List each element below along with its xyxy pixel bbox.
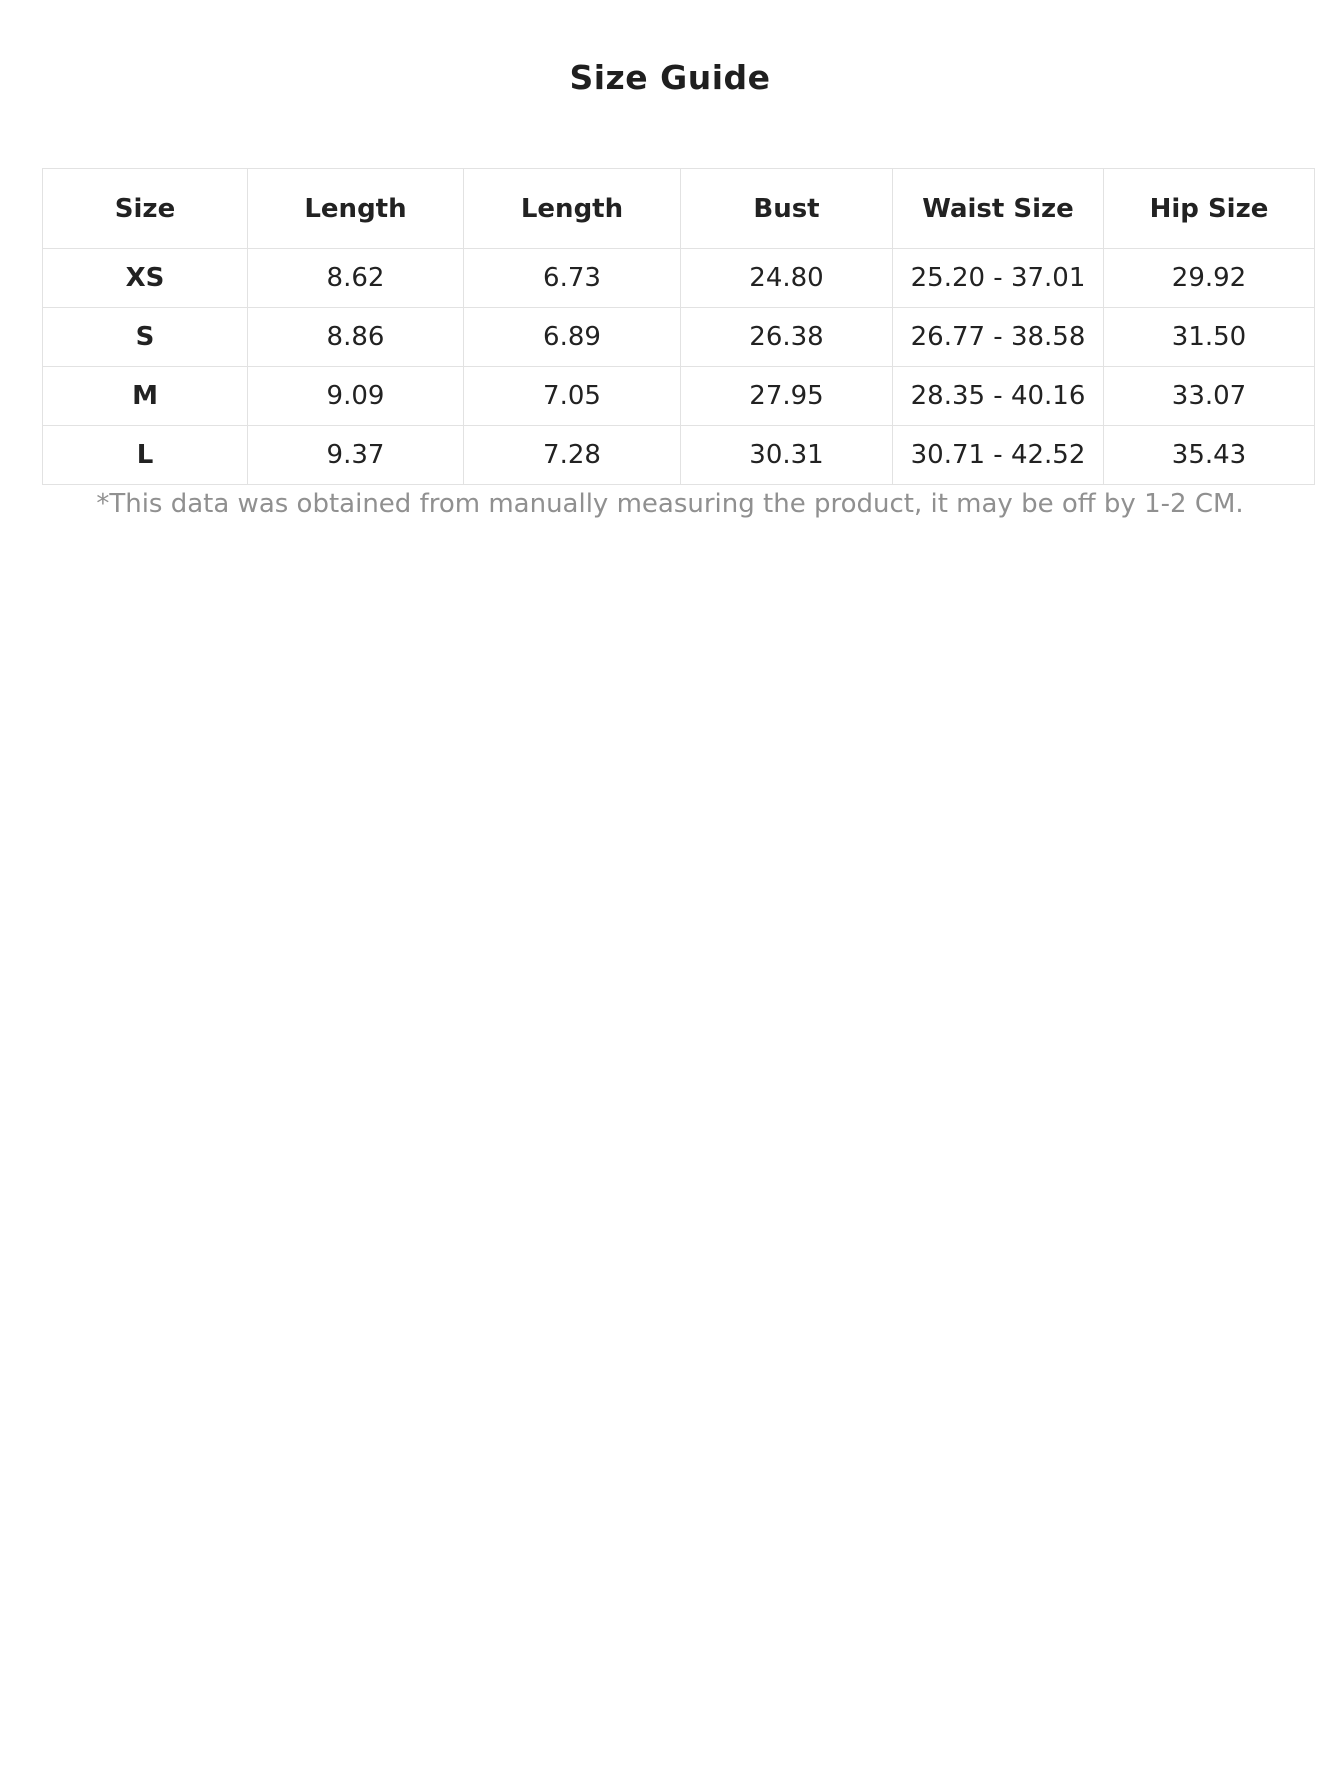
waist-size-cell: 26.77 - 38.58 — [893, 308, 1104, 367]
column-header-length-2: Length — [464, 169, 681, 249]
size-cell: L — [43, 426, 248, 485]
size-cell: XS — [43, 249, 248, 308]
bust-cell: 24.80 — [681, 249, 893, 308]
column-header-size: Size — [43, 169, 248, 249]
bust-cell: 27.95 — [681, 367, 893, 426]
size-guide-table — [42, 168, 1315, 485]
bust-cell: 30.31 — [681, 426, 893, 485]
table-row-l — [43, 426, 1315, 485]
waist-size-cell: 25.20 - 37.01 — [893, 249, 1104, 308]
length-cell: 9.09 — [248, 367, 464, 426]
table-header-row — [43, 169, 1315, 249]
bust-cell: 26.38 — [681, 308, 893, 367]
column-header-length-1: Length — [248, 169, 464, 249]
column-header-hip-size: Hip Size — [1104, 169, 1315, 249]
length-cell: 7.05 — [464, 367, 681, 426]
size-cell: M — [43, 367, 248, 426]
column-header-bust: Bust — [681, 169, 893, 249]
hip-size-cell: 29.92 — [1104, 249, 1315, 308]
length-cell: 9.37 — [248, 426, 464, 485]
size-cell: S — [43, 308, 248, 367]
table-row-m — [43, 367, 1315, 426]
column-header-waist-size: Waist Size — [893, 169, 1104, 249]
length-cell: 8.62 — [248, 249, 464, 308]
measurement-disclaimer: *This data was obtained from manually measuring the product, it may be off by 1-2 CM. — [96, 489, 1244, 519]
table-row-s — [43, 308, 1315, 367]
length-cell: 8.86 — [248, 308, 464, 367]
hip-size-cell: 35.43 — [1104, 426, 1315, 485]
length-cell: 6.89 — [464, 308, 681, 367]
table-row-xs — [43, 249, 1315, 308]
length-cell: 7.28 — [464, 426, 681, 485]
waist-size-cell: 28.35 - 40.16 — [893, 367, 1104, 426]
page-title: Size Guide — [569, 58, 771, 97]
hip-size-cell: 33.07 — [1104, 367, 1315, 426]
waist-size-cell: 30.71 - 42.52 — [893, 426, 1104, 485]
hip-size-cell: 31.50 — [1104, 308, 1315, 367]
length-cell: 6.73 — [464, 249, 681, 308]
